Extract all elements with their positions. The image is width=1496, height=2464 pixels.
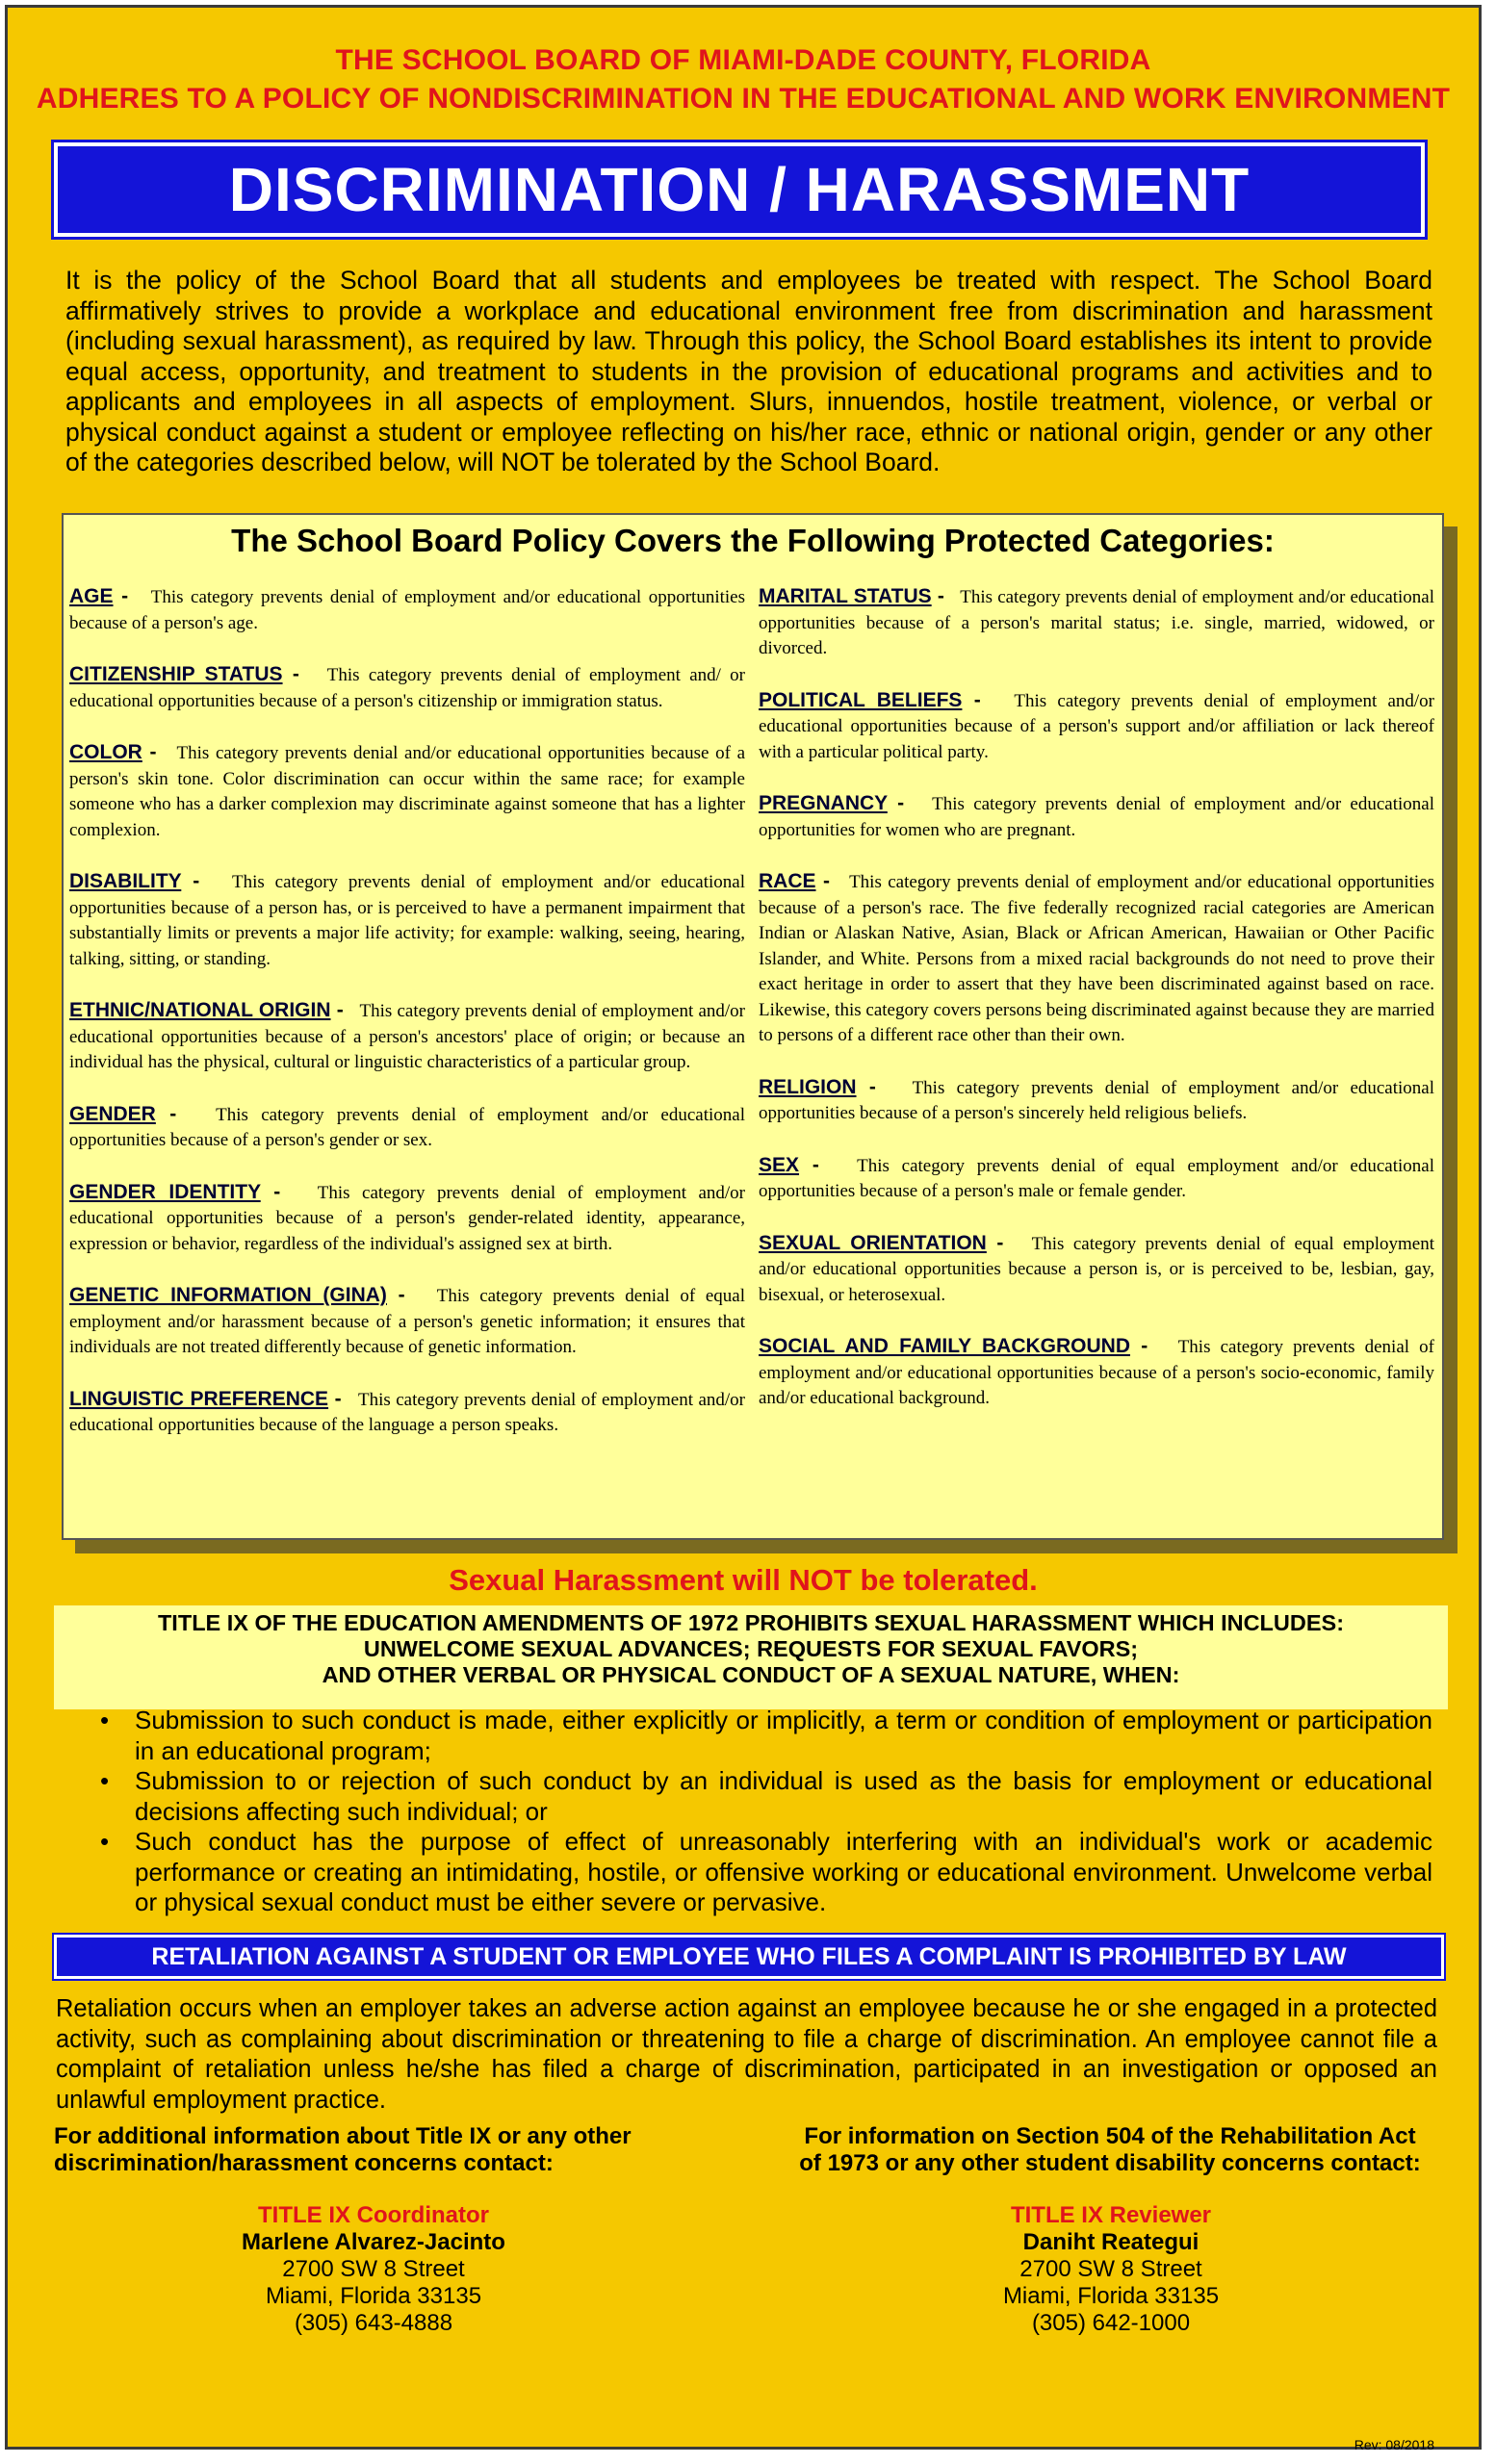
poster [5,5,1482,2450]
category-item: GENETIC INFORMATION (GINA) - This category prevents denial of equal employment and/or harassment because of a person's genetic information; it ensures that individuals are not treated differently because of genetic information. [69,1284,746,1357]
harassment-conditions-list [65,1706,1432,1918]
category-item: MARITAL STATUS - This category prevents denial of employment and/or educational opportunities because of a person's marital status; i.e. single, married, widowed, or divorced. [759,585,1435,658]
category-item: RELIGION - This category prevents denial of employment and/or educational opportunities because of a person's sincerely held religious beliefs. [759,1075,1435,1123]
category-item: COLOR - This category prevents denial and/or educational opportunities because of a person's skin tone. Color discrimination can occur within the same race; for example someone who has a darker complexion may discriminate against someone that has a lighter complexion. [69,741,745,840]
protected-categories-heading: The School Board Policy Covers the Following Protected Categories: [231,523,1275,558]
categories-left-column [69,584,745,1465]
contact-role: TITLE IX Reviewer [1010,2202,1212,2228]
categories-right-column [759,584,1434,1438]
title-ix-line-1: TITLE IX OF THE EDUCATION AMENDMENTS OF 1972 PROHIBITS SEXUAL HARASSMENT WHICH INCLUDES: [157,1610,1345,1635]
category-item: LINGUISTIC PREFERENCE - This category prevents denial of employment and/or educational opportunities because of the language a person speaks. [69,1387,746,1435]
contact-city: Miami, Florida 33135 [1002,2283,1220,2309]
contact-phone: (305) 642-1000 [1031,2310,1191,2336]
category-item: AGE - This category prevents denial of employment and/or educational opportunities because of a person's age. [69,585,745,633]
protected-categories-panel [62,513,1444,1540]
intro-paragraph: It is the policy of the School Board that all students and employees be treated with respect. The School Board affirmatively strives to provide a workplace and educational environment free from discrimination and harassment (including sexual harassment), as required by law. Through this policy, the School Board establishes its intent to provide equal access, opportunity, and treatment to students in the provision of educational programs and activities and to applicants and employees in all aspects of employment. Slurs, innuendos, hostile treatment, violence, or verbal or physical conduct against a student or employee reflecting on his/her race, ethnic or national origin, gender or any other of the categories described below, will NOT be tolerated by the School Board. [65,266,1432,476]
list-item: • Submission to or rejection of such conduct by an individual is used as the basis for employment or educational decisions affecting such individual; or [100,1766,1432,1826]
category-item: DISABILITY - This category prevents denial of employment and/or educational opportunities because of a person has, or is perceived to have a permanent impairment that substantially limits or prevents a major life activity; for example: walking, seeing, hearing, talking, sitting, or standing. [69,870,746,969]
header-line-2: ADHERES TO A POLICY OF NONDISCRIMINATION IN THE EDUCATIONAL AND WORK ENVIRONMENT [36,83,1451,115]
page-title: DISCRIMINATION / HARASSMENT [228,155,1251,224]
category-item: SEX - This category prevents denial of equal employment and/or educational opportunities because of a person's male or female gender. [759,1153,1434,1201]
category-item: PREGNANCY - This category prevents denial of employment and/or educational opportunities for women who are pregnant. [759,792,1435,840]
section-504-contact-heading: For information on Section 504 of the Rehabilitation Act of 1973 or any other student disability concerns contact: [799,2123,1421,2176]
category-item: RACE - This category prevents denial of employment and/or educational opportunities because of a person's race. The five federally recognized racial categories are American Indian or Alaskan Native, Asian, Black or African American, Hawaiian or Other Pacific Islander, and White. Persons from a mixed racial backgrounds do not need to prove their exact heritage in order to assert that they have been discriminated against based on race. Likewise, this category covers persons being discriminated against because they are married to persons of a different race other than their own. [759,870,1434,1045]
retaliation-banner [54,1935,1444,1979]
category-item: GENDER - This category prevents denial of employment and/or educational opportunities because of a person's gender or sex. [69,1102,746,1150]
title-ix-coordinator-contact [133,2202,614,2337]
title-ix-contact-heading: For additional information about Title IX or any other discrimination/harassment concerns contact: [54,2123,632,2176]
bullet-icon: • [100,1827,110,1856]
revision-date: Rev: 08/2018 [1354,2437,1434,2452]
title-banner [54,142,1425,237]
title-ix-line-3: AND OTHER VERBAL OR PHYSICAL CONDUCT OF A SEXUAL NATURE, WHEN: [322,1662,1180,1687]
category-item: SEXUAL ORIENTATION - This category prevents denial of equal employment and/or educational opportunities because a person is, or is perceived to be, lesbian, gay, bisexual, or heterosexual. [759,1231,1434,1305]
list-item: • Submission to such conduct is made, either explicitly or implicitly, a term or condition of employment or participation in an educational program; [100,1706,1432,1765]
title-ix-reviewer-contact [870,2202,1352,2337]
contact-name: Marlene Alvarez-Jacinto [242,2229,505,2255]
contact-role: TITLE IX Coordinator [258,2202,489,2228]
harassment-warning: Sexual Harassment will NOT be tolerated. [449,1563,1038,1597]
bullet-icon: • [100,1706,110,1734]
contact-phone: (305) 643-4888 [294,2310,453,2336]
bullet-icon: • [100,1766,110,1795]
contact-street: 2700 SW 8 Street [1019,2256,1202,2282]
category-item: ETHNIC/NATIONAL ORIGIN - This category prevents denial of employment and/or educational opportunities because of a person's ancestors' place of origin; or because an individual has the physical, cultural or linguistic characteristics of a particular group. [69,999,745,1072]
list-item: • Such conduct has the purpose of effect of unreasonably interfering with an individual's work or academic performance or creating an intimidating, hostile, or offensive working or educational environment. Unwelcome verbal or physical sexual conduct must be either severe or pervasive. [100,1827,1432,1916]
retaliation-banner-text: RETALIATION AGAINST A STUDENT OR EMPLOYEE WHO FILES A COMPLAINT IS PROHIBITED BY LAW [151,1942,1347,1970]
title-ix-panel [54,1605,1448,1709]
contact-street: 2700 SW 8 Street [282,2256,465,2282]
category-item: SOCIAL AND FAMILY BACKGROUND - This category prevents denial of employment and/or educational opportunities because of a person's socio-economic, family and/or educational background. [759,1335,1435,1408]
header-line-1: THE SCHOOL BOARD OF MIAMI-DADE COUNTY, FLORIDA [335,44,1151,76]
retaliation-paragraph: Retaliation occurs when an employer takes an adverse action against an employee because he or she engaged in a protected activity, such as complaining about discrimination or threatening to file a charge of discrimination. An employee cannot file a complaint of retaliation unless he/she has filed a charge of discrimination, participated in an investigation or opposed an unlawful employment practice. [56,1995,1437,2114]
contact-name: Daniht Reategui [1022,2229,1199,2255]
category-item: POLITICAL BELIEFS - This category prevents denial of employment and/or educational opportunities because of a person's support and/or affiliation or lack thereof with a particular political party. [759,688,1434,762]
contact-city: Miami, Florida 33135 [265,2283,482,2309]
category-item: GENDER IDENTITY - This category prevents denial of employment and/or educational opportunities because of a person's gender-related identity, appearance, expression or behavior, regardless of the individual's assigned sex at birth. [69,1180,745,1254]
category-item: CITIZENSHIP STATUS - This category prevents denial of employment and/ or educational opportunities because of a person's citizenship or immigration status. [69,663,746,711]
title-ix-line-2: UNWELCOME SEXUAL ADVANCES; REQUESTS FOR SEXUAL FAVORS; [363,1636,1139,1661]
